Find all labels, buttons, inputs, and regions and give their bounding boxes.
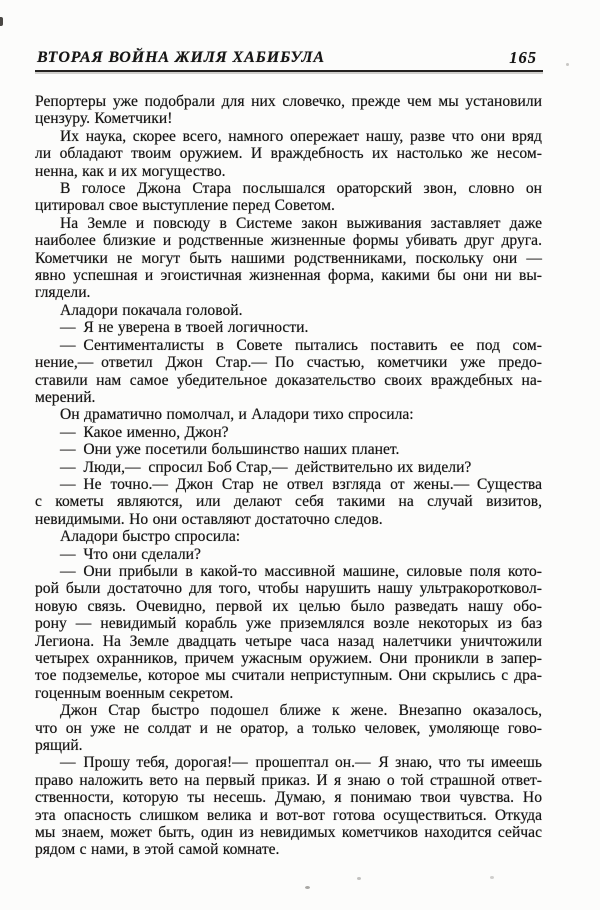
text-line: Он драматично помолчал, и Аладори тихо спросила:: [60, 406, 414, 424]
text-line: глядели.: [35, 284, 91, 302]
text-line: четырех охранников, причем ужасным оружием. Они проникли в запер-: [35, 650, 542, 667]
text-line: рону — невидимый корабль уже приземлялся возле некоторых из баз: [35, 615, 542, 633]
text-block: [35, 93, 542, 859]
text-line: — Не точно.— Джон Стар не отвел взгляда от жены.— Существа: [60, 475, 542, 493]
header-rule: [35, 70, 543, 72]
text-line: мы знаем, может быть, один из невидимых кометчиков находится сейчас: [35, 824, 542, 842]
text-line: что он уже не солдат и не оратор, а только человек, умоляюще гово-: [35, 719, 542, 737]
running-title: ВТОРАЯ ВОЙНА ЖИЛЯ ХАБИБУЛА: [37, 49, 325, 66]
scan-artifact: [357, 877, 361, 880]
text-line: — Они уже посетили большинство наших планет.: [60, 441, 400, 459]
scan-artifact: [490, 876, 494, 879]
text-line: тое подземелье, которое мы считали неприступным. Они скрылись с дра-: [35, 667, 542, 685]
text-line: — Люди,— спросил Боб Стар,— действительно их видели?: [60, 458, 472, 476]
text-line: невидимыми. Но они оставляют достаточно следов.: [35, 510, 383, 528]
text-line: — Какое именно, Джон?: [60, 423, 229, 441]
text-line: Легиона. На Земле двадцать четыре часа назад налетчики уничтожили: [35, 632, 542, 650]
text-line: Аладори покачала головой.: [60, 301, 243, 319]
text-line: В голосе Джона Стара послышался ораторский звон, словно он: [60, 180, 542, 198]
text-line: наиболее близкие и родственные жизненные формы убивать друг друга.: [35, 232, 542, 250]
text-line: новую связь. Очевидно, первой их целью было разведать нашу обо-: [35, 597, 542, 615]
text-line: — Сентименталисты в Совете пытались поставить ее под сом-: [60, 336, 542, 354]
text-line: мерений.: [35, 388, 96, 406]
scan-artifact: [305, 886, 310, 889]
text-line: ли обладают твоим оружием. И враждебность их настолько же несом-: [35, 145, 542, 163]
text-line: Аладори быстро спросила:: [60, 528, 241, 546]
text-line: Репортеры уже подобрали для них словечко, прежде чем мы установили: [35, 93, 542, 110]
text-line: рой были достаточно для того, чтобы нарушить нашу ультракоротковол-: [35, 580, 542, 598]
text-line: Их наука, скорее всего, намного опережает нашу, разве что они вряд: [60, 127, 542, 145]
text-line: нение,— ответил Джон Стар.— По счастью, кометчики уже предо-: [35, 354, 542, 372]
text-line: эта опасность слишком велика и вот-вот готова осуществиться. Откуда: [35, 806, 542, 824]
text-line: явно успешная и эгоистичная жизненная форма, какими бы они ни вы-: [35, 267, 542, 285]
text-line: Кометчики не могут быть нашими родственниками, поскольку они —: [35, 249, 542, 267]
text-line: ставили нам самое убедительное доказательство своих враждебных на-: [35, 371, 542, 389]
text-line: ненна, как и их могущество.: [35, 162, 226, 180]
text-line: гоценным военным секретом.: [35, 684, 234, 702]
text-line: с кометы являются, или делают себя такими на случай визитов,: [35, 493, 542, 511]
text-line: На Земле и повсюду в Системе закон выживания заставляет даже: [60, 214, 542, 232]
text-line: ственности, которую ты несешь. Думаю, я понимаю твои чувства. Но: [35, 789, 542, 807]
text-line: — Я не уверена в твоей логичности.: [60, 319, 309, 337]
text-line: право наложить вето на первый приказ. И я знаю о той страшной ответ-: [35, 771, 542, 789]
text-line: рящий.: [35, 737, 83, 755]
text-line: — Прошу тебя, дорогая!— прошептал он.— Я знаю, что ты имеешь: [60, 754, 542, 772]
scan-artifact: [566, 63, 569, 66]
text-line: цензуру. Кометчики!: [35, 110, 173, 128]
text-line: — Они прибыли в какой-то массивной машине, силовые поля кото-: [60, 562, 542, 580]
text-line: цитировал свое выступление перед Советом.: [35, 197, 335, 215]
text-line: Джон Стар быстро подошел ближе к жене. Внезапно оказалось,: [60, 702, 542, 720]
text-line: рядом с нами, в этой самой комнате.: [35, 841, 280, 859]
scan-artifact: [0, 17, 3, 26]
page-number: 165: [509, 48, 537, 67]
text-line: — Что они сделали?: [60, 545, 201, 563]
